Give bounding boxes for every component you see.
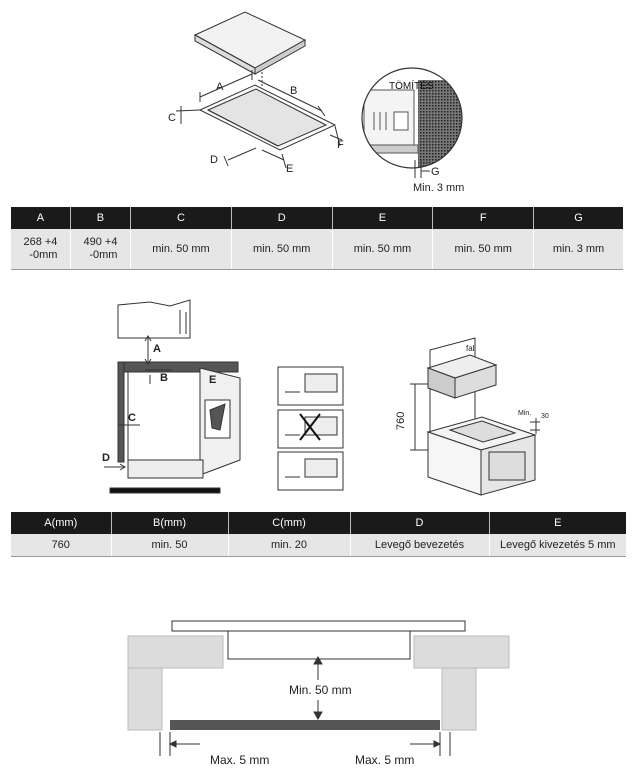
- cutout-dimensions-table: [11, 207, 623, 270]
- cell-a-mm: 760: [11, 534, 111, 557]
- cell-g: min. 3 mm: [534, 229, 623, 270]
- cell-c-mm: min. 20: [228, 534, 350, 557]
- header-c-mm: C(mm): [228, 512, 350, 534]
- cutout-illustration: [200, 85, 335, 150]
- wall-label: fal: [466, 344, 475, 353]
- shelf-board: [170, 720, 440, 730]
- label-f: F: [337, 139, 344, 151]
- clearance-arrows: [160, 657, 450, 756]
- cell-e: Levegő kivezetés 5 mm: [489, 534, 626, 557]
- cabinet-section: [110, 300, 240, 493]
- header-g: G: [534, 207, 623, 229]
- height-value: 760: [395, 411, 407, 430]
- header-c: C: [131, 207, 232, 229]
- min-label: Min.: [518, 410, 532, 417]
- label-c: C: [168, 112, 176, 124]
- cell-b-line1: 490 +4: [83, 236, 118, 248]
- header-d: D: [350, 512, 489, 534]
- label-b: B: [290, 85, 298, 97]
- gasket-label: TÖMÍTÉS: [389, 81, 434, 92]
- header-a: A: [11, 207, 70, 229]
- mid-label-c: C: [128, 412, 136, 424]
- cell-d: min. 50 mm: [231, 229, 332, 270]
- label-a: A: [216, 81, 224, 93]
- cell-b: [70, 229, 130, 270]
- cell-a-line2: -0mm: [29, 249, 58, 261]
- header-e: E: [332, 207, 433, 229]
- header-e: E: [489, 512, 626, 534]
- top-installation-diagram: [0, 0, 642, 200]
- left-gap-label: Max. 5 mm: [210, 753, 270, 767]
- header-b: B: [70, 207, 130, 229]
- gap-label: Min. 3 mm: [413, 182, 465, 194]
- label-d: D: [210, 154, 218, 166]
- cell-b-mm: min. 50: [111, 534, 228, 557]
- right-gap-label: Max. 5 mm: [355, 753, 415, 767]
- cell-f: min. 50 mm: [433, 229, 534, 270]
- cell-a-line1: 268 +4: [23, 236, 58, 248]
- table-header-row: [11, 512, 626, 534]
- bottom-clearance-diagram: [0, 600, 642, 770]
- table-header-row: [11, 207, 623, 229]
- table-row: [11, 534, 626, 557]
- min-value: 30: [541, 413, 549, 420]
- cell-d: Levegő bevezetés: [350, 534, 489, 557]
- cell-b-line2: -0mm: [89, 249, 118, 261]
- mid-label-a: A: [153, 343, 161, 355]
- mid-label-e: E: [209, 374, 217, 386]
- cell-c: min. 50 mm: [131, 229, 232, 270]
- mid-label-d: D: [102, 452, 110, 464]
- min-gap-label: Min. 50 mm: [289, 683, 352, 697]
- cell-e: min. 50 mm: [332, 229, 433, 270]
- header-a-mm: A(mm): [11, 512, 111, 534]
- header-f: F: [433, 207, 534, 229]
- table-row: [11, 229, 623, 270]
- label-g: G: [431, 166, 440, 178]
- header-b-mm: B(mm): [111, 512, 228, 534]
- middle-installation-diagram: [0, 290, 642, 500]
- header-d: D: [231, 207, 332, 229]
- mid-label-b: B: [160, 372, 168, 384]
- cell-a: [11, 229, 70, 270]
- ventilation-table: [11, 512, 626, 557]
- label-e: E: [286, 163, 294, 175]
